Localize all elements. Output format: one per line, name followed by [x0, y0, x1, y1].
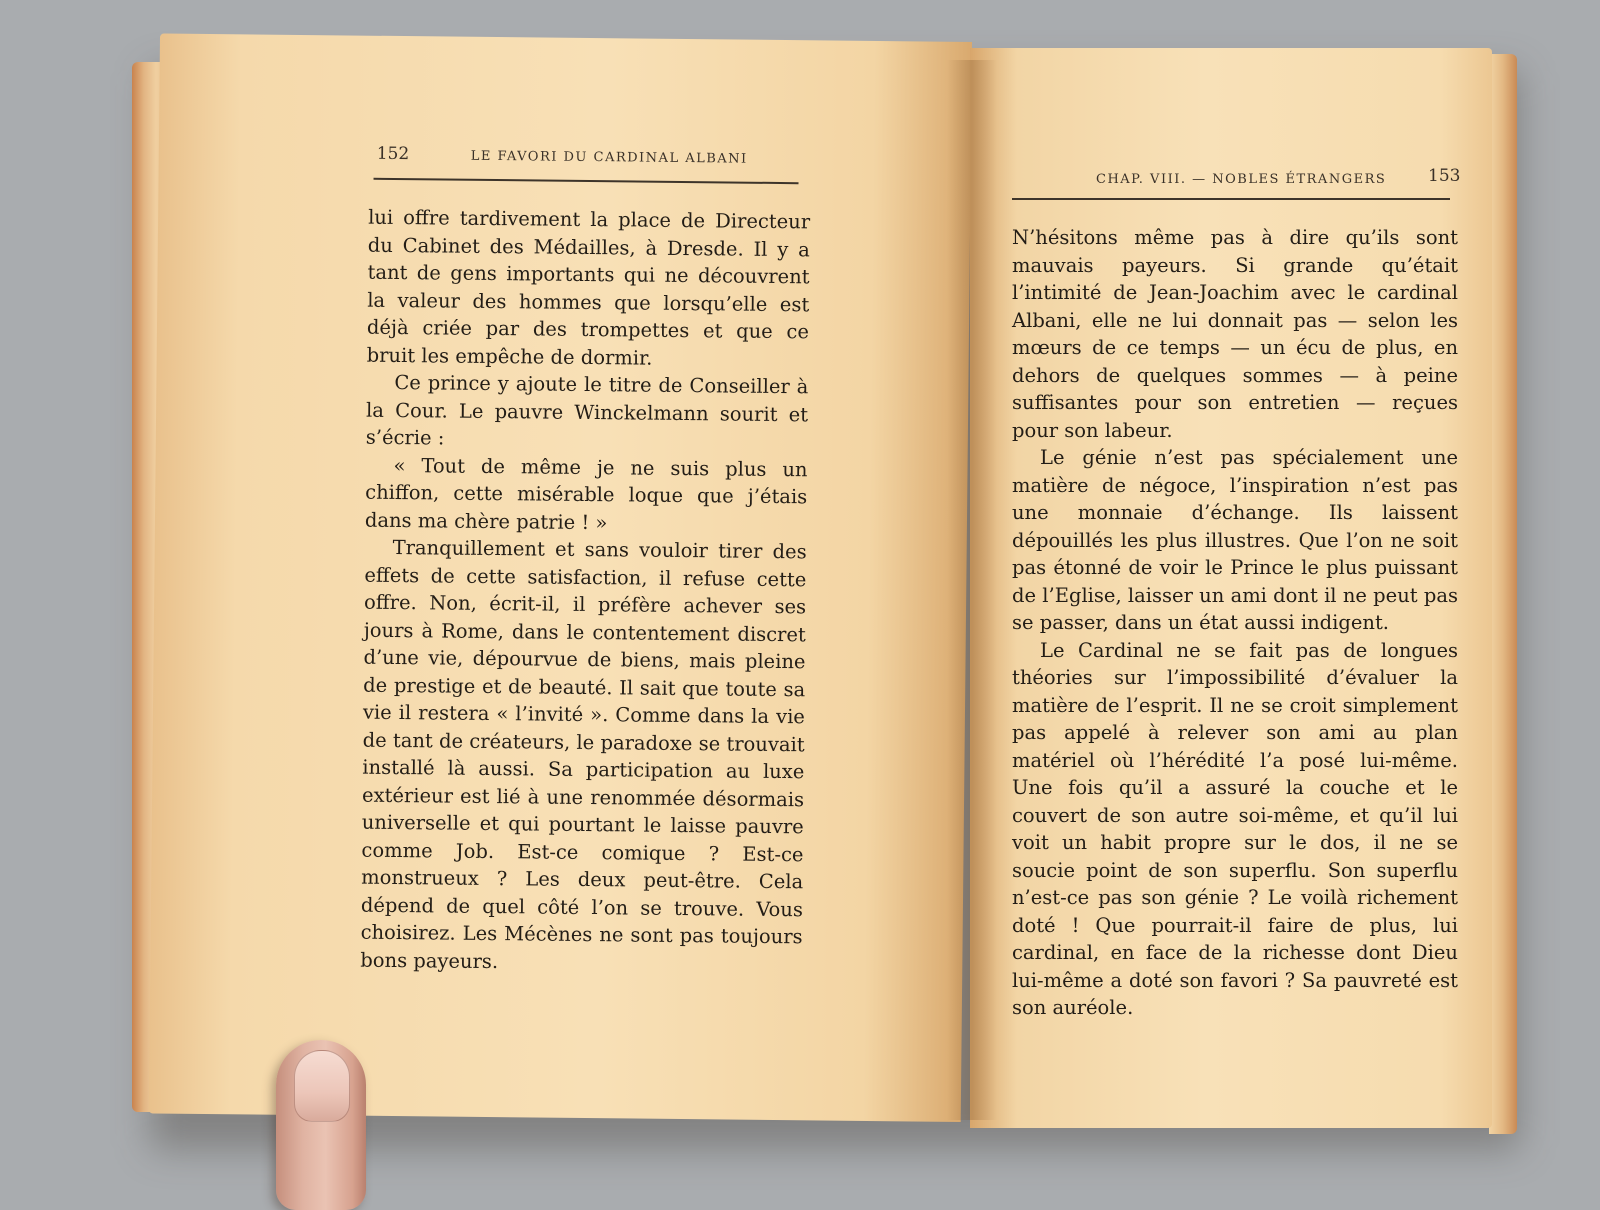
left-text-block [360, 204, 810, 979]
right-header-rule [1012, 198, 1450, 200]
right-paragraph-1: N’hésitons même pas à dire qu’ils sont mauvais payeurs. Si grande qu’était l’intimité de Jean-Joachim avec le cardinal Albani, elle ne lui donnait pas — selon les mœurs de ce temps — un écu de plus, en dehors de quelques sommes — à peine suffisantes pour son entretien — reçues pour son labeur. [1012, 226, 1458, 442]
right-paragraph-2: Le génie n’est pas spécialement une matière de négoce, l’inspiration n’est pas une monnaie d’échange. Ils laissent dépouillés les plus illustres. Que l’on ne soit pas étonné de voir le Prince le plus puissant de l’Eglise, laisser un ami dont il ne peut pas se passer, dans un état aussi indigent. [1012, 446, 1458, 634]
right-page-edges [1489, 54, 1517, 1134]
right-text-block [1012, 224, 1458, 1022]
fingernail [294, 1050, 350, 1122]
left-page-number: 152 [376, 143, 410, 165]
left-paragraph-1: lui offre tardivement la place de Directeur du Cabinet des Médailles, à Dresde. Il y a tant de gens importants qui ne découvrent la valeur des hommes que lorsqu’elle est déjà criée par des trompettes et que ce bruit les empêche de dormir. [366, 205, 811, 370]
left-paragraph-2: Ce prince y ajoute le titre de Conseiller à la Cour. Le pauvre Winckelmann sourit et s’écrie : [365, 370, 809, 450]
right-running-head: CHAP. VIII. — NOBLES ÉTRANGERS [1096, 172, 1387, 187]
left-paragraph-quote: « Tout de même je ne suis plus un chiffon, cette misérable loque que j’étais dans ma chère patrie ! » [364, 453, 808, 534]
right-paragraph-3: Le Cardinal ne se fait pas de longues théories sur l’impossibilité d’évaluer la matière de l’esprit. Il ne se croit simplement pas appelé à relever son ami au plan matériel où l’hérédité l’a posé lui-même. Une fois qu’il a assuré la couche et le couvert de son autre soi-même, et qu’il lui voit un habit propre sur le dos, il ne se soucie point de son superflu. Son superflu n’est-ce pas son génie ? Le voilà richement doté ! Que pourrait-il faire de plus, lui cardinal, en face de la richesse dont Dieu lui-même a doté son favori ? Sa pauvreté est son auréole. [1012, 638, 1458, 1019]
right-page-number: 153 [1428, 166, 1461, 186]
left-page [149, 33, 972, 1121]
left-paragraph-3: Tranquillement et sans vouloir tirer des effets de cette satisfaction, il refuse cette offre. Non, écrit-il, il préfère achever ses jours à Rome, dans le contentement discret d’une vie, dépourvue de biens, mais pleine de prestige et de beauté. Il sait que toute sa vie il restera « l’invité ». Comme dans la vie de tant de créateurs, le paradoxe se trouvait installé là aussi. Sa participation au luxe extérieur est lié à une renommée désormais universelle et qui pourtant le laisse pauvre comme Job. Est-ce comique ? Est-ce monstrueux ? Les deux peut-être. Cela dépend de quel côté l’on se trouve. Vous choisirez. Les Mécènes ne sont pas toujours bons payeurs. [360, 535, 807, 973]
holding-finger [276, 1040, 366, 1210]
left-header-rule [374, 178, 799, 184]
right-page [970, 48, 1492, 1128]
open-book [132, 40, 1517, 1140]
left-running-head: LE FAVORI DU CARDINAL ALBANI [470, 148, 748, 167]
